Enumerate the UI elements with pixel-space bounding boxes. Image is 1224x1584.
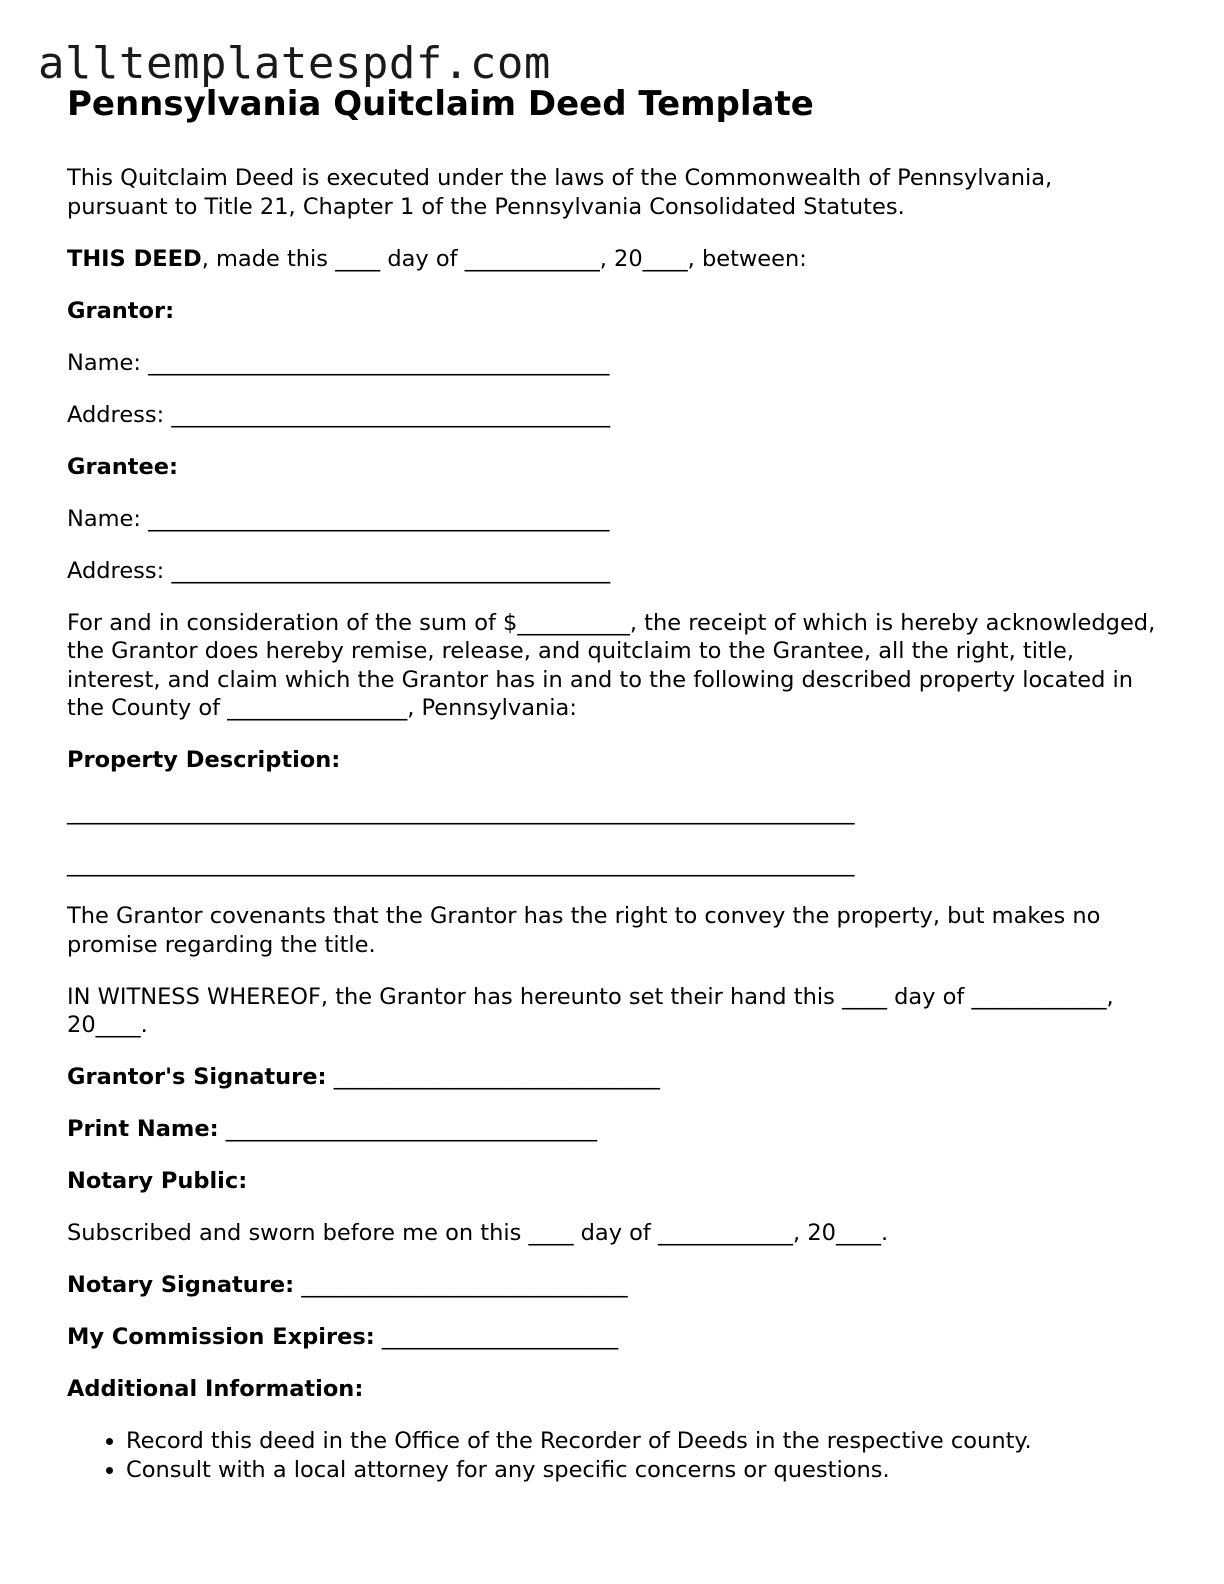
- property-description-line-2[interactable]: ______________________________________________________________________: [67, 851, 855, 877]
- deed-document: [67, 80, 1157, 1484]
- property-description-line-1[interactable]: ______________________________________________________________________: [67, 799, 855, 825]
- intro-paragraph: This Quitclaim Deed is executed under the laws of the Commonwealth of Pennsylvania, pursuant to Title 21, Chapter 1 of the Pennsylvania Consolidated Statutes.: [67, 165, 1053, 220]
- notary-heading: Notary Public:: [67, 1168, 248, 1194]
- list-item: • Record this deed in the Office of the Recorder of Deeds in the respective county.: [126, 1427, 1157, 1456]
- grantee-name-field[interactable]: Name: _________________________________________: [67, 505, 610, 532]
- grantee-heading: Grantee:: [67, 453, 179, 480]
- print-name-label: Print Name:: [67, 1116, 219, 1142]
- commission-expires-label: My Commission Expires:: [67, 1324, 375, 1350]
- grantor-name-field[interactable]: Name: _________________________________________: [67, 349, 610, 376]
- notary-signature-line[interactable]: [67, 1271, 1157, 1300]
- additional-info-heading: Additional Information:: [67, 1376, 364, 1402]
- grantor-address-field[interactable]: Address: _______________________________________: [67, 401, 611, 428]
- site-watermark: alltemplatespdf.com: [38, 38, 551, 89]
- witness-paragraph: IN WITNESS WHEREOF, the Grantor has hereunto set their hand this ____ day of ____________, 20____.: [67, 983, 1114, 1038]
- consideration-paragraph: For and in consideration of the sum of $__________, the receipt of which is hereby acknowledged, the Grantor does hereby remise, release, and quitclaim to the Grantee, all the right, title, interest, and claim which the Grantor has in and to the following described property located in the County of ________________, Pennsylvania:: [67, 609, 1156, 721]
- notary-sworn-line: Subscribed and sworn before me on this ____ day of ____________, 20____.: [67, 1220, 889, 1246]
- covenant-paragraph: The Grantor covenants that the Grantor has the right to convey the property, but makes no promise regarding the title.: [67, 903, 1101, 958]
- commission-expires-blank[interactable]: _____________________: [374, 1324, 619, 1350]
- grantor-signature-blank[interactable]: _____________________________: [326, 1064, 660, 1090]
- grantee-address-field[interactable]: Address: _______________________________________: [67, 557, 611, 584]
- grantor-heading: Grantor:: [67, 297, 175, 324]
- page-title: Pennsylvania Quitclaim Deed Template: [67, 84, 814, 124]
- print-name-line[interactable]: [67, 1115, 1157, 1144]
- deed-label: THIS DEED: [67, 245, 202, 272]
- notary-signature-label: Notary Signature:: [67, 1272, 295, 1298]
- deed-date-line: [67, 245, 1157, 274]
- grantor-signature-line[interactable]: [67, 1063, 1157, 1092]
- additional-info-list: [67, 1427, 1157, 1484]
- notary-signature-blank[interactable]: _____________________________: [294, 1272, 628, 1298]
- grantor-signature-label: Grantor's Signature:: [67, 1064, 327, 1090]
- print-name-blank[interactable]: _________________________________: [218, 1116, 598, 1142]
- property-description-heading: Property Description:: [67, 747, 341, 773]
- commission-expires-line[interactable]: [67, 1323, 1157, 1352]
- deed-date-text: , made this ____ day of ____________, 20____, between:: [201, 245, 807, 272]
- list-item: • Consult with a local attorney for any specific concerns or questions.: [126, 1456, 1157, 1485]
